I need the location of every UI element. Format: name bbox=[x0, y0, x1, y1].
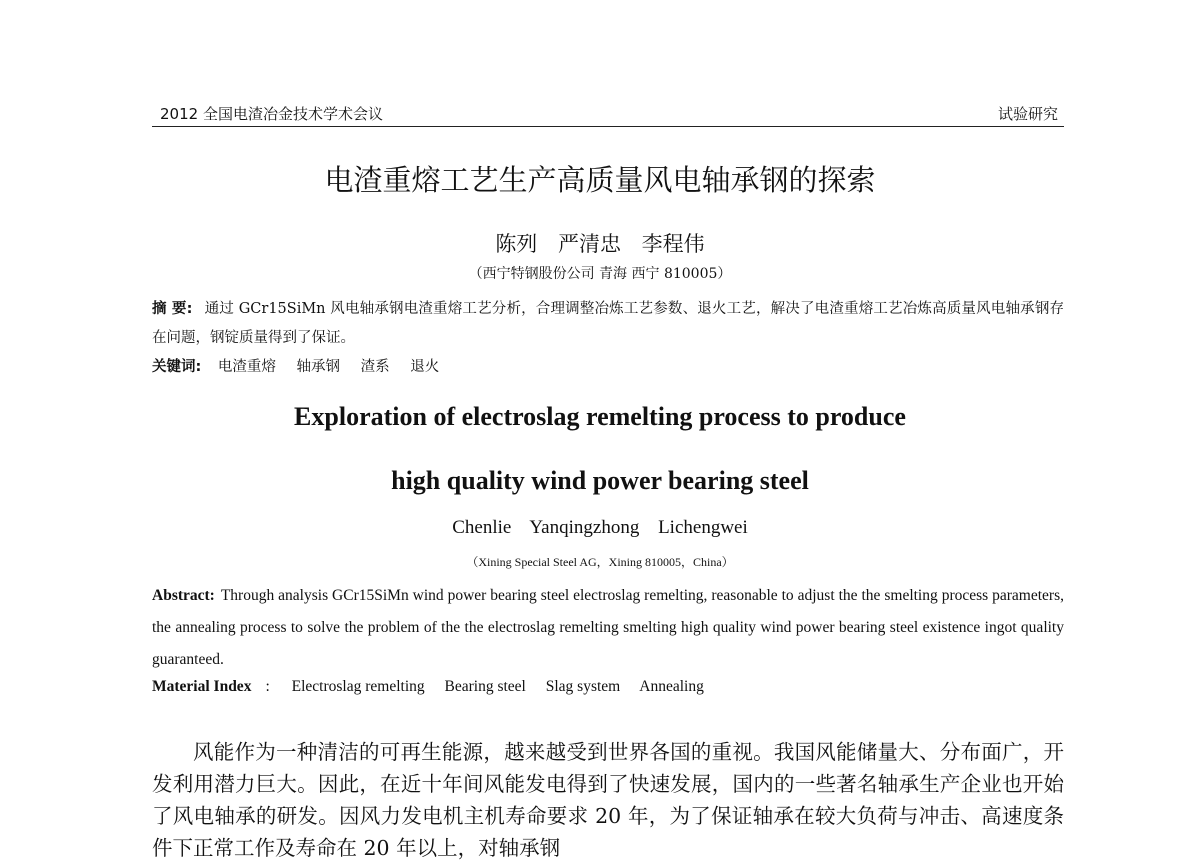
chinese-keywords-label: 关键词: bbox=[152, 359, 202, 375]
chinese-abstract-label: 摘 要: bbox=[152, 301, 193, 317]
chinese-keyword: 轴承钢 bbox=[296, 359, 341, 375]
english-keywords-separator: : bbox=[265, 678, 270, 695]
english-keywords bbox=[152, 678, 1064, 696]
conference-name: 2012 全国电渣冶金技术学术会议 bbox=[160, 105, 383, 123]
chinese-affiliation: （西宁特钢股份公司 青海 西宁 810005） bbox=[468, 266, 732, 282]
english-keyword: Slag system bbox=[545, 678, 621, 695]
body-paragraph: 风能作为一种清洁的可再生能源，越来越受到世界各国的重视。我国风能储量大、分布面广，开发利用潜力巨大。因此，在近十年间风能发电得到了快速发展，国内的一些著名轴承生产企业也开始了风电轴承的研发。因风力发电机主机寿命要求 20 年，为了保证轴承在较大负荷与冲击、高速度条件下正常工作及寿命在 20 年以上，对轴承钢 bbox=[152, 740, 1064, 860]
english-keyword: Electroslag remelting bbox=[291, 678, 425, 695]
english-authors: Chenlie Yanqingzhong Lichengwei bbox=[452, 517, 748, 538]
chinese-abstract-text: 通过 GCr15SiMn 风电轴承钢电渣重熔工艺分析，合理调整冶炼工艺参数、退火工艺，解决了电渣重熔工艺冶炼高质量风电轴承钢存在问题，钢锭质量得到了保证。 bbox=[152, 301, 1064, 346]
chinese-keywords bbox=[152, 355, 1064, 379]
english-abstract-text: Through analysis GCr15SiMn wind power bearing steel electroslag remelting, reasonable to adjust the the smelting process parameters, the annealing process to solve the problem of the the electroslag remelting smelting high quality wind power bearing steel existence ingot quality guaranteed. bbox=[152, 587, 1064, 668]
section-name: 试验研究 bbox=[997, 105, 1058, 123]
chinese-keyword: 渣系 bbox=[360, 359, 390, 375]
chinese-abstract bbox=[152, 295, 1064, 353]
english-keyword: Annealing bbox=[639, 678, 704, 695]
english-affiliation: （Xining Special Steel AG，Xining 810005，China） bbox=[466, 555, 734, 569]
chinese-title: 电渣重熔工艺生产高质量风电轴承钢的探索 bbox=[324, 163, 876, 197]
chinese-keyword: 退火 bbox=[410, 359, 440, 375]
english-keywords-label: Material Index bbox=[152, 678, 252, 695]
running-header bbox=[152, 100, 1064, 127]
english-keyword: Bearing steel bbox=[444, 678, 526, 695]
chinese-keyword: 电渣重熔 bbox=[217, 359, 276, 375]
english-title-line-1: Exploration of electroslag remelting process to produce bbox=[294, 402, 906, 431]
english-abstract-label: Abstract: bbox=[152, 587, 215, 604]
english-title-line-2: high quality wind power bearing steel bbox=[391, 466, 809, 495]
english-abstract bbox=[152, 580, 1064, 676]
chinese-authors: 陈列 严清忠 李程伟 bbox=[495, 232, 705, 256]
